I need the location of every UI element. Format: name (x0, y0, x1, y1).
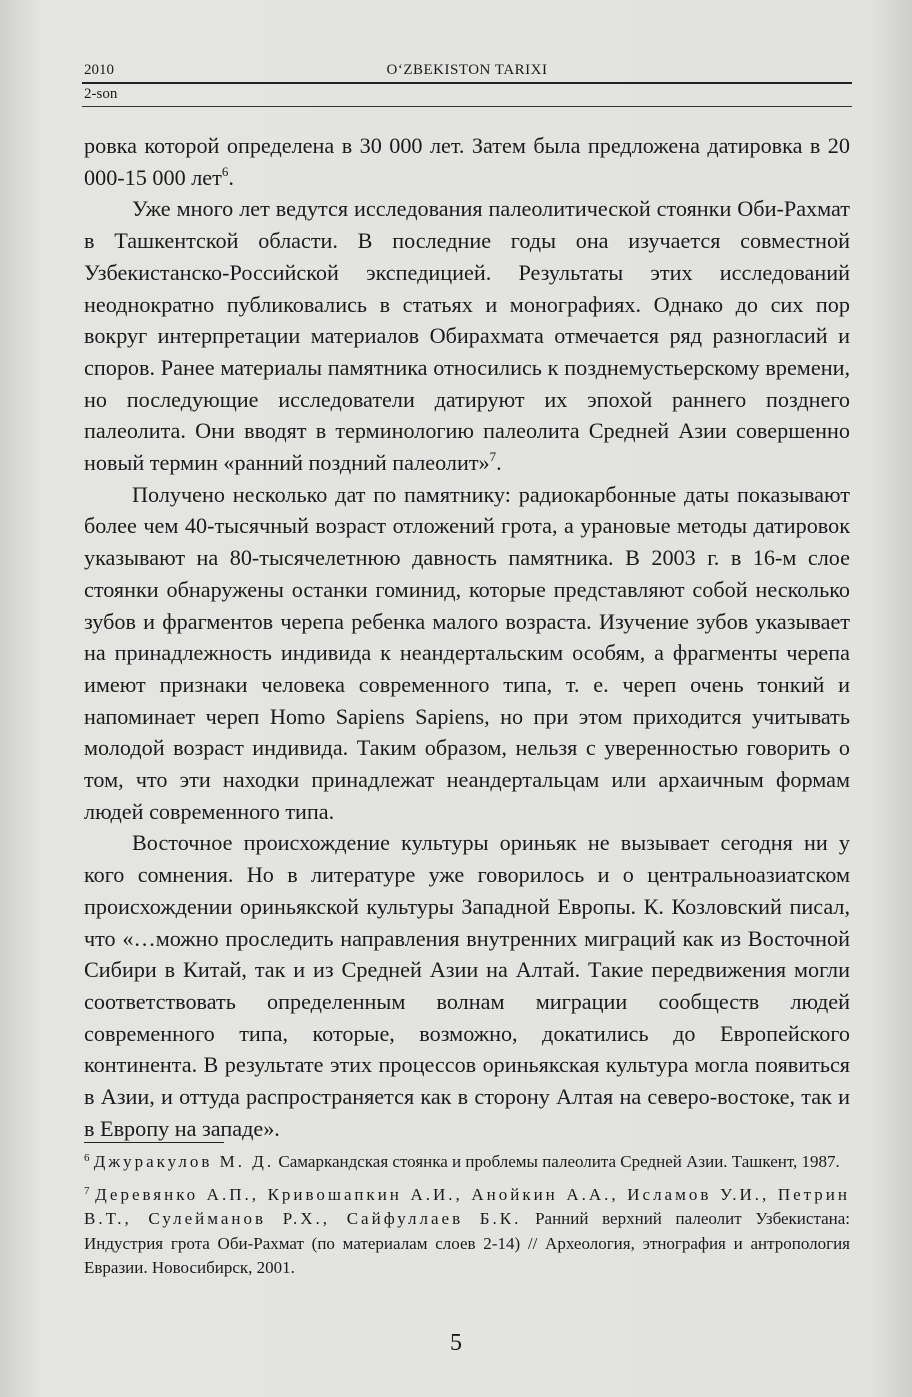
paragraph-1-end: . (228, 164, 234, 190)
paragraph-3: Получено несколько дат по памятнику: радиокарбонные даты показывают более чем 40-тысячный возраст отложений грота, а урановые методы датировок указывают на 80-тысячелетнюю давность памятника. В 2003 г. в 16-м слое стоянки обнаружены останки гоминид, которые представляют собой несколько зубов и фрагментов черепа ребенка малого возраста. Изучение зубов указывает на принадлежность индивида к неандертальским особям, а фрагменты черепа имеют признаки человека современного типа, т. е. череп очень тонкий и напоминает череп Homo Sapiens Sapiens, но при этом приходится учитывать молодой возраст индивида. Таким образом, нельзя с уверенностью говорить о том, что эти находки принадлежат неандертальцам или архаичным формам людей современного типа. (84, 481, 850, 824)
header-year: 2010 (84, 62, 114, 78)
paragraph-1 (84, 130, 850, 193)
footnote-6-author: Джуракулов М. Д. (93, 1152, 275, 1171)
footnote-ref-6[interactable]: 6 (221, 163, 229, 179)
running-header (82, 58, 852, 102)
footnote-7 (84, 1183, 850, 1281)
footnote-6 (84, 1150, 850, 1175)
footnote-6-number: 6 (84, 1152, 90, 1164)
footnote-ref-7[interactable]: 7 (489, 449, 497, 465)
footnote-7-authors: Деревянко А.П., Кривошапкин А.И., Анойкин А.А., Исламов У.И., Петрин В.Т., Сулейманов Р.Х., Сайфуллаев Б.К. (84, 1184, 851, 1228)
header-journal-title: O‘ZBEKISTON TARIXI (386, 62, 548, 78)
paragraph-2 (84, 193, 850, 478)
footnote-6-text: Самаркандская стоянка и проблемы палеолита Средней Азии. Ташкент, 1987. (274, 1152, 840, 1171)
main-text (84, 130, 850, 1145)
footnote-7-text: Ранний верхний палеолит Узбекистана: Индустрия грота Оби-Рахмат (по материалам слоев 2-14) // Археология, этнография и антропология Евразии. Новосибирск, 2001. (84, 1209, 850, 1277)
header-issue: 2-son (84, 86, 118, 102)
footnote-separator (84, 1142, 224, 1143)
header-rule-thin (82, 106, 852, 107)
paragraph-4: Восточное происхождение культуры ориньяк не вызывает сегодня ни у кого сомнения. Но в литературе уже говорилось и о центральноазиатском происхождении ориньякской культуры Западной Европы. К. Козловский писал, что «…можно проследить направления внутренних миграций как из Восточной Сибири в Китай, так и из Средней Азии на Алтай. Такие передвижения могли соответствовать определенным волнам миграции сообществ людей современного типа, которые, возможно, докатились до Европейского континента. В результате этих процессов ориньякская культура могла появиться в Азии, и оттуда распространяется как в сторону Алтая на северо-востоке, так и в Европу на западе». (84, 830, 850, 1141)
paragraph-2-text: Уже много лет ведутся исследования палеолитической стоянки Оби-Рахмат в Ташкентской области. В последние годы она изучается совместной Узбекистанско-Российской экспедицией. Результаты этих исследований неоднократно публиковались в статьях и монографиях. Однако до сих пор вокруг интерпретации материалов Обирахмата отмечается ряд разногласий и споров. Ранее материалы памятника относились к позднемустьерскому времени, но последующие исследователи датируют их эпохой раннего позднего палеолита. Они вводят в терминологию палеолита Средней Азии совершенно новый термин «ранний поздний палеолит» (84, 196, 850, 476)
footnote-7-number: 7 (84, 1184, 90, 1197)
paragraph-2-end: . (496, 450, 502, 476)
footnotes (84, 1150, 850, 1289)
page-number: 5 (450, 1330, 462, 1356)
header-rule (82, 82, 852, 84)
paragraph-1-text: ровка которой определена в 30 000 лет. Затем была предложена датировка в 20 000-15 000 лет (84, 133, 850, 190)
